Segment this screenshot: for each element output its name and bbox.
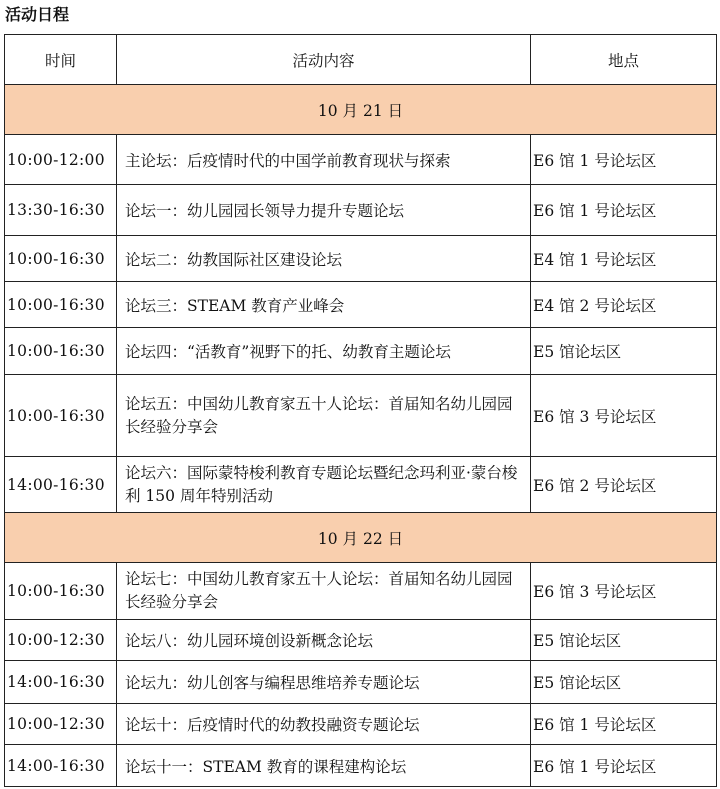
row-content: 论坛九：幼儿创客与编程思维培养专题论坛: [117, 661, 531, 704]
row-content: 论坛三：STEAM 教育产业峰会: [117, 282, 531, 328]
table-row: [5, 328, 717, 375]
row-content: 主论坛：后疫情时代的中国学前教育现状与探索: [117, 135, 531, 185]
table-row: [5, 135, 717, 185]
row-time: 10:00-12:30: [5, 620, 117, 661]
row-location: E5 馆论坛区: [531, 328, 717, 375]
table-row: [5, 620, 717, 661]
row-location: E5 馆论坛区: [531, 620, 717, 661]
row-content: 论坛十：后疫情时代的幼教投融资专题论坛: [117, 704, 531, 745]
row-content: 论坛十一：STEAM 教育的课程建构论坛: [117, 745, 531, 787]
header-row: [5, 35, 717, 85]
row-content: 论坛八：幼儿园环境创设新概念论坛: [117, 620, 531, 661]
row-time: 10:00-16:30: [5, 236, 117, 282]
table-row: [5, 185, 717, 236]
table-row: [5, 661, 717, 704]
day-date: 10 月 21 日: [5, 85, 717, 135]
row-time: 10:00-16:30: [5, 563, 117, 620]
row-location: E4 馆 2 号论坛区: [531, 282, 717, 328]
row-content: 论坛四：“活教育”视野下的托、幼教育主题论坛: [117, 328, 531, 375]
row-location: E6 馆 3 号论坛区: [531, 563, 717, 620]
row-time: 10:00-16:30: [5, 282, 117, 328]
day-date: 10 月 22 日: [5, 513, 717, 563]
table-row: [5, 375, 717, 457]
page-title: 活动日程: [5, 5, 70, 24]
table-row: [5, 282, 717, 328]
row-time: 10:00-16:30: [5, 328, 117, 375]
table-row: [5, 745, 717, 787]
row-time: 13:30-16:30: [5, 185, 117, 236]
row-time: 10:00-12:30: [5, 704, 117, 745]
table-row: [5, 457, 717, 513]
row-location: E6 馆 3 号论坛区: [531, 375, 717, 457]
row-content: 论坛七：中国幼儿教育家五十人论坛：首届知名幼儿园园长经验分享会: [117, 563, 531, 620]
day-row: [5, 85, 717, 135]
row-time: 10:00-12:00: [5, 135, 117, 185]
header-time: 时间: [5, 35, 117, 85]
table-row: [5, 236, 717, 282]
row-content: 论坛六：国际蒙特梭利教育专题论坛暨纪念玛利亚·蒙台梭利 150 周年特别活动: [117, 457, 531, 513]
day-row: [5, 513, 717, 563]
row-time: 14:00-16:30: [5, 661, 117, 704]
table-row: [5, 563, 717, 620]
row-time: 14:00-16:30: [5, 745, 117, 787]
row-location: E6 馆 1 号论坛区: [531, 704, 717, 745]
row-location: E5 馆论坛区: [531, 661, 717, 704]
row-location: E4 馆 1 号论坛区: [531, 236, 717, 282]
row-content: 论坛一：幼儿园园长领导力提升专题论坛: [117, 185, 531, 236]
schedule-table: [4, 34, 717, 787]
row-time: 14:00-16:30: [5, 457, 117, 513]
header-location: 地点: [531, 35, 717, 85]
row-content: 论坛二：幼教国际社区建设论坛: [117, 236, 531, 282]
row-time: 10:00-16:30: [5, 375, 117, 457]
row-location: E6 馆 1 号论坛区: [531, 745, 717, 787]
row-location: E6 馆 1 号论坛区: [531, 185, 717, 236]
row-location: E6 馆 2 号论坛区: [531, 457, 717, 513]
header-content: 活动内容: [117, 35, 531, 85]
row-location: E6 馆 1 号论坛区: [531, 135, 717, 185]
table-row: [5, 704, 717, 745]
row-content: 论坛五：中国幼儿教育家五十人论坛：首届知名幼儿园园长经验分享会: [117, 375, 531, 457]
